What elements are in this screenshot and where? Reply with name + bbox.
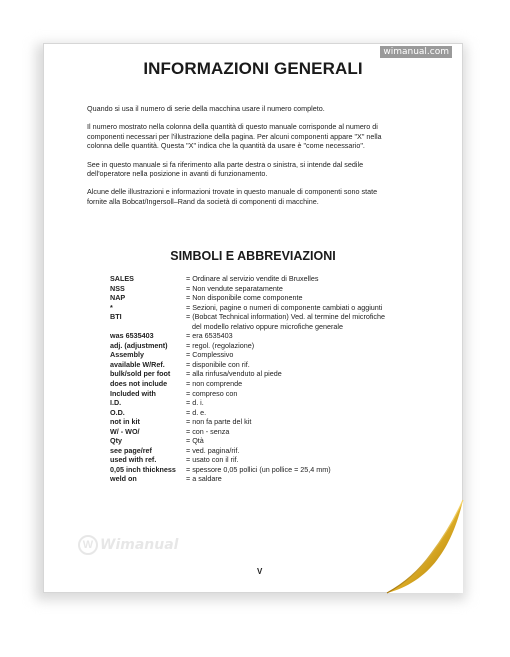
abbreviation-definition: = disponibile con rif. (186, 359, 250, 369)
abbreviation-definition: = d. i. (186, 398, 204, 408)
abbreviation-term: was 6535403 (110, 331, 154, 341)
abbreviation-term: weld on (110, 474, 137, 484)
abbreviation-row (110, 417, 410, 427)
page-curl-icon (385, 498, 465, 598)
abbreviation-term: SALES (110, 274, 134, 283)
abbreviation-definition: = ved. pagina/rif. (186, 445, 240, 455)
page-number: V (257, 567, 263, 576)
intro-paragraph: Alcune delle illustrazioni e informazioni trovate in questo manuale di componenti sono state fornite alla Bobcat/Ingersoll–Rand da società di componenti di macchine. (87, 187, 378, 206)
site-watermark: wimanual.com (380, 46, 452, 58)
abbreviation-term: Qty (110, 436, 122, 446)
abbreviation-term: see page/ref (110, 445, 152, 455)
abbreviation-term: used with ref. (110, 455, 157, 465)
abbreviation-row (110, 274, 410, 284)
abbreviation-term: 0,05 inch thickness (110, 464, 176, 474)
abbreviation-term: adj. (adjustment) (110, 340, 168, 350)
intro-text (87, 104, 392, 215)
intro-paragraph: Il numero mostrato nella colonna della quantità di questo manuale corrisponde al numero di componenti necessari per l'illustrazione della pagina. Per alcuni componenti appare "X" nella colonna delle quantità. Questa "X" indica che la quantità da usare è "come necessario". (87, 122, 382, 151)
section-subtitle: SIMBOLI E ABBREVIAZIONI (170, 249, 336, 263)
page-title: INFORMAZIONI GENERALI (143, 59, 363, 78)
abbreviation-row (110, 312, 410, 322)
abbreviation-definition: = usato con il rif. (186, 455, 239, 465)
abbreviation-term (110, 322, 186, 332)
abbreviation-term: not in kit (110, 417, 140, 427)
wimanual-logo-watermark (78, 535, 179, 557)
abbreviation-definition: = Sezioni, pagine o numeri di componente cambiati o aggiunti (186, 302, 383, 312)
logo-text: Wimanual (100, 537, 179, 553)
abbreviation-row (110, 427, 410, 437)
abbreviation-term: does not include (110, 379, 168, 389)
abbreviation-row (110, 389, 410, 399)
abbreviation-row (110, 465, 410, 475)
abbreviation-definition: = Non disponibile come componente (186, 293, 303, 303)
abbreviation-definition: = con - senza (186, 426, 230, 436)
abbreviation-row (110, 293, 410, 303)
abbreviation-term: * (110, 302, 113, 312)
abbreviation-row (110, 369, 410, 379)
abbreviation-definition: = regol. (regolazione) (186, 340, 255, 350)
abbreviation-row (110, 360, 410, 370)
abbreviation-definition: = Ordinare al servizio vendite di Bruxelles (186, 274, 319, 283)
abbreviations-list (110, 274, 410, 484)
abbreviation-definition: = Non vendute separatamente (186, 283, 283, 293)
abbreviation-term: available W/Ref. (110, 359, 165, 369)
abbreviation-definition: = Complessivo (186, 350, 234, 360)
abbreviation-definition: = d. e. (186, 407, 207, 417)
abbreviation-row (110, 408, 410, 418)
abbreviation-term: W/ - WO/ (110, 426, 140, 436)
abbreviation-term: I.D. (110, 398, 122, 408)
abbreviation-row (110, 341, 410, 351)
abbreviation-definition: = non fa parte del kit (186, 417, 252, 427)
abbreviation-definition: = a saldare (186, 474, 222, 484)
abbreviation-definition: = non comprende (186, 379, 243, 389)
logo-w-icon: W (78, 535, 98, 555)
abbreviation-definition: del modello relativo oppure microfiche generale (186, 321, 344, 331)
abbreviation-row (110, 446, 410, 456)
abbreviation-term: NAP (110, 293, 126, 303)
abbreviation-definition: = spessore 0,05 pollici (un pollice = 25,4 mm) (186, 464, 331, 474)
abbreviation-row (110, 379, 410, 389)
abbreviation-row (110, 284, 410, 294)
abbreviation-term: NSS (110, 283, 125, 293)
abbreviation-term: Assembly (110, 350, 144, 360)
abbreviation-row (110, 350, 410, 360)
abbreviation-definition: = compreso con (186, 388, 238, 398)
abbreviation-term: O.D. (110, 407, 125, 417)
abbreviation-definition: = (Bobcat Technical information) Ved. al termine del microfiche (186, 312, 386, 322)
intro-paragraph: Quando si usa il numero di serie della macchina usare il numero completo. (87, 104, 325, 113)
abbreviation-term: BTI (110, 312, 122, 322)
abbreviation-definition: = era 6535403 (186, 331, 233, 341)
abbreviation-definition: = Qtà (186, 436, 204, 446)
abbreviation-row (110, 322, 410, 332)
abbreviation-term: Included with (110, 388, 156, 398)
abbreviation-row (110, 455, 410, 465)
abbreviation-row (110, 303, 410, 313)
abbreviation-row (110, 398, 410, 408)
abbreviation-row (110, 331, 410, 341)
abbreviation-row (110, 436, 410, 446)
abbreviation-definition: = alla rinfusa/venduto al piede (186, 369, 282, 379)
abbreviation-row (110, 474, 410, 484)
intro-paragraph: See in questo manuale si fa riferimento alla parte destra o sinistra, si intende dal sedile dell'operatore nella posizione in avanti di funzionamento. (87, 159, 364, 179)
abbreviation-term: bulk/sold per foot (110, 369, 171, 379)
